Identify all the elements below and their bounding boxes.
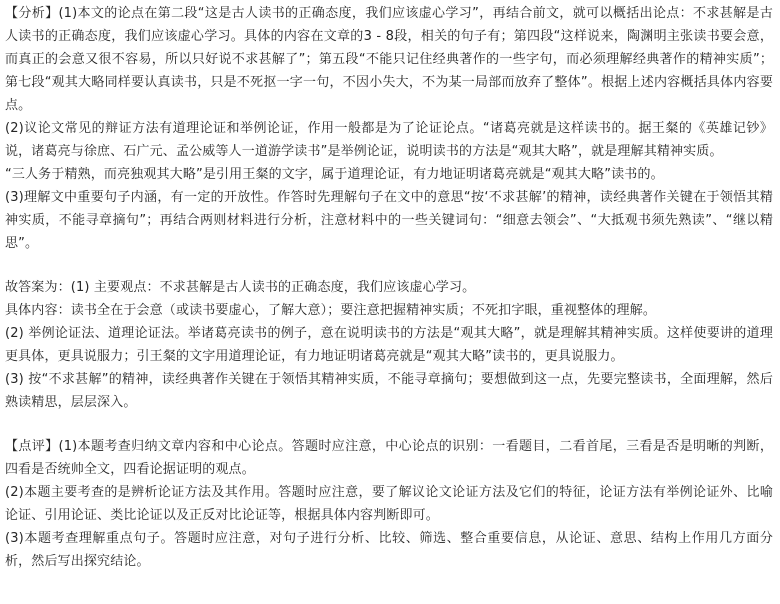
section-gap [5, 255, 773, 276]
answer-paragraph-3: (2) 举例论证法、道理论证法。举诸葛亮读书的例子，意在说明读书的方法是“观其大略”，就是理解其精神实质。这样使要讲的道理更具体，更具说服力；引王粲的文字用道理论证，有力地证明诸葛亮就是“观其大略”读书的，更具说服力。 [5, 326, 773, 364]
analysis-section [5, 2, 773, 255]
answer-section [5, 276, 773, 414]
analysis-paragraph-1: 【分析】(1)本文的论点在第二段“这是古人读书的正确态度，我们应该虚心学习”，再结合前文，就可以概括出论点：不求甚解是古人读书的正确态度，我们应该虚心学习。具体的内容在文章的3 - 8段，相关的句子有；第四段“这样说来，陶渊明主张读书要会意，而真正的会意又很不容易，所以只好说不求甚解了”；第五段“不能只记住经典著作的一些字句，而必须理解经典著作的精神实质”；第七段“观其大略同样要认真读书，只是不死抠一字一句，不因小失大，不为某一局部而放弃了整体”。根据上述内容概括具体内容要点。 [5, 6, 773, 113]
comment-paragraph-2: (2)本题主要考查的是辨析论证方法及其作用。答题时应注意，要了解议论文论证方法及它们的特征，论证方法有举例论证外、比喻论证、引用论证、类比论证以及正反对比论证等，根据具体内容判断即可。 [5, 485, 773, 523]
answer-paragraph-1: 故答案为：(1) 主要观点：不求甚解是古人读书的正确态度，我们应该虚心学习。 [5, 280, 476, 295]
analysis-paragraph-4: (3)理解文中重要句子内涵，有一定的开放性。作答时先理解句子在文中的意思“按‘不求甚解’的精神，读经典著作关键在于领悟其精神实质，不能寻章摘句”；再结合两则材料进行分析，注意材料中的一些关键词句：“细意去领会”、“大抵观书须先熟读”、“继以精思”。 [5, 190, 773, 251]
comment-section [5, 435, 773, 573]
comment-paragraph-1: 【点评】(1)本题考查归纳文章内容和中心论点。答题时应注意，中心论点的识别：一看题目，二看首尾，三看是否是明晰的判断，四看是否统帅全文，四看论据证明的观点。 [5, 439, 773, 477]
analysis-paragraph-2: (2)议论文常见的辩证方法有道理论证和举例论证，作用一般都是为了论证论点。“诸葛亮就是这样读书的。据王粲的《英雄记钞》说，诸葛亮与徐庶、石广元、孟公威等人一道游学读书”是举例论证，说明读书的方法是“观其大略”，就是理解其精神实质。 [5, 121, 773, 159]
solution-document [5, 2, 773, 573]
comment-paragraph-3: (3)本题考查理解重点句子。答题时应注意，对句子进行分析、比较、筛选、整合重要信息，从论证、意思、结构上作用几方面分析，然后写出探究结论。 [5, 531, 773, 569]
section-gap [5, 414, 773, 435]
answer-paragraph-2: 具体内容：读书全在于会意（或读书要虚心，了解大意）；要注意把握精神实质；不死扣字眼，重视整体的理解。 [5, 303, 657, 318]
analysis-paragraph-3: “三人务于精熟，而亮独观其大略”是引用王粲的文字，属于道理论证，有力地证明诸葛亮就是“观其大略”读书的。 [5, 167, 664, 182]
answer-paragraph-4: (3) 按“不求甚解”的精神，读经典著作关键在于领悟其精神实质，不能寻章摘句；要想做到这一点，先要完整读书，全面理解，然后熟读精思，层层深入。 [5, 372, 773, 410]
